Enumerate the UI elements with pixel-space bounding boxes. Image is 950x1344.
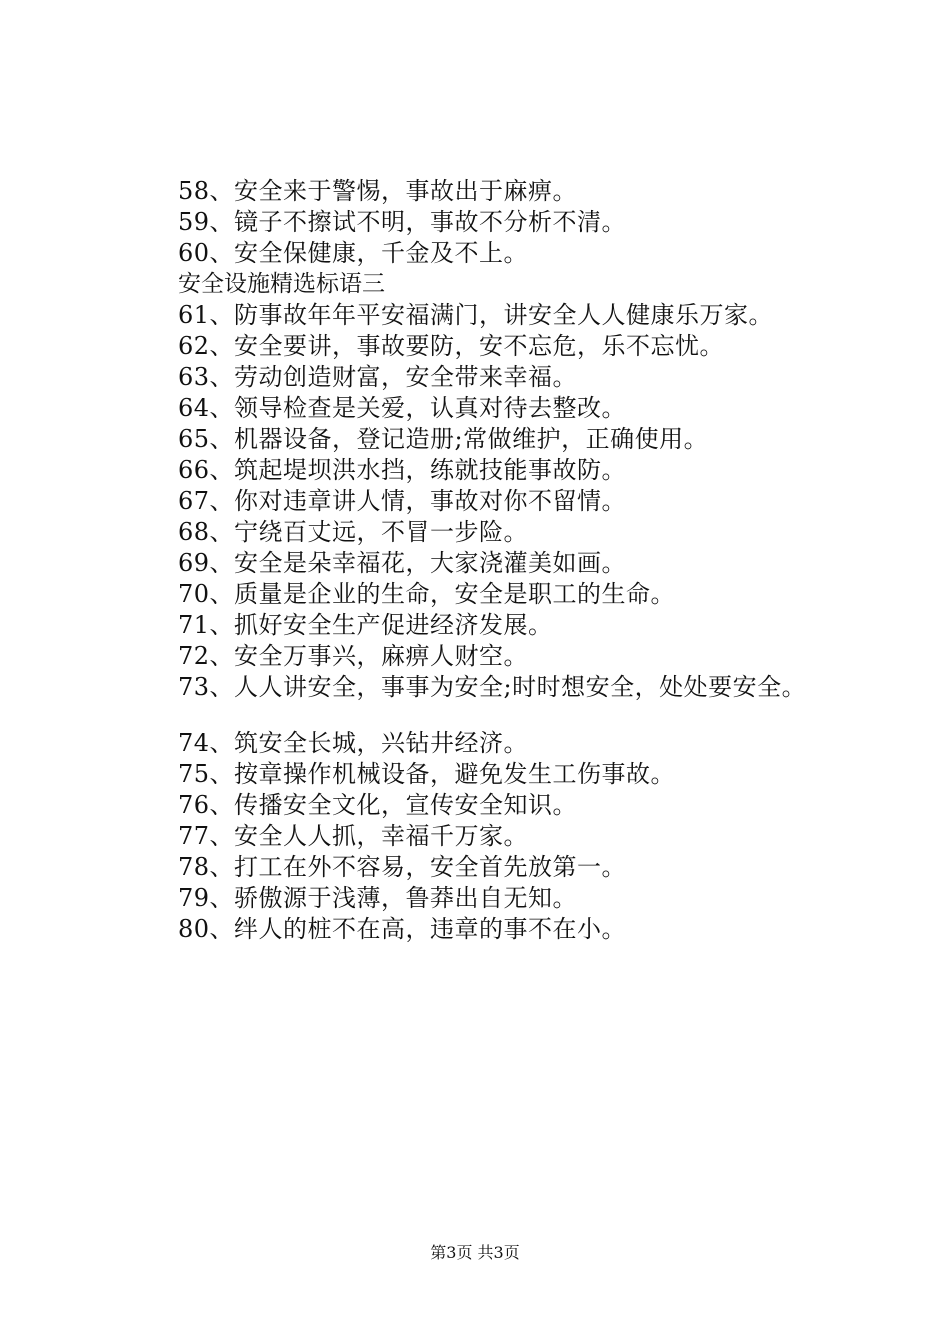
slogan-line: 60、安全保健康，千金及不上。 — [178, 239, 529, 267]
slogan-line: 76、传播安全文化，宣传安全知识。 — [178, 791, 578, 819]
slogan-line: 79、骄傲源于浅薄，鲁莽出自无知。 — [178, 884, 578, 912]
slogan-line: 80、绊人的桩不在高，违章的事不在小。 — [178, 915, 627, 943]
slogan-line: 73、人人讲安全，事事为安全;时时想安全，处处要安全。 — [178, 673, 807, 701]
slogan-line: 78、打工在外不容易，安全首先放第一。 — [178, 853, 627, 881]
page-number-footer: 第3页 共3页 — [430, 1243, 520, 1262]
slogan-line: 68、宁绕百丈远，不冒一步险。 — [178, 518, 529, 546]
slogan-line: 66、筑起堤坝洪水挡，练就技能事故防。 — [178, 456, 627, 484]
slogan-line: 77、安全人人抓，幸福千万家。 — [178, 822, 529, 850]
slogan-line: 58、安全来于警惕，事故出于麻痹。 — [178, 177, 578, 205]
slogan-list-part1 — [178, 176, 938, 269]
slogan-line: 64、领导检查是关爱，认真对待去整改。 — [178, 394, 627, 422]
slogan-line: 72、安全万事兴，麻痹人财空。 — [178, 642, 529, 670]
slogan-line: 61、防事故年年平安福满门，讲安全人人健康乐万家。 — [178, 301, 774, 329]
slogan-line: 67、你对违章讲人情，事故对你不留情。 — [178, 487, 627, 515]
slogan-list-part3 — [178, 728, 938, 945]
slogan-line: 75、按章操作机械设备，避免发生工伤事故。 — [178, 760, 676, 788]
slogan-line: 65、机器设备，登记造册;常做维护，正确使用。 — [178, 425, 709, 453]
slogan-line: 59、镜子不擦试不明，事故不分析不清。 — [178, 208, 627, 236]
slogan-line: 62、安全要讲，事故要防，安不忘危，乐不忘忧。 — [178, 332, 725, 360]
slogan-line: 71、抓好安全生产促进经济发展。 — [178, 611, 553, 639]
document-body — [178, 176, 938, 945]
slogan-line: 70、质量是企业的生命，安全是职工的生命。 — [178, 580, 676, 608]
slogan-line: 74、筑安全长城，兴钻井经济。 — [178, 729, 529, 757]
slogan-list-part2 — [178, 300, 938, 703]
section-heading: 安全设施精选标语三 — [178, 271, 385, 297]
slogan-line: 69、安全是朵幸福花，大家浇灌美如画。 — [178, 549, 627, 577]
paragraph-gap — [178, 703, 938, 728]
slogan-line: 63、劳动创造财富，安全带来幸福。 — [178, 363, 578, 391]
